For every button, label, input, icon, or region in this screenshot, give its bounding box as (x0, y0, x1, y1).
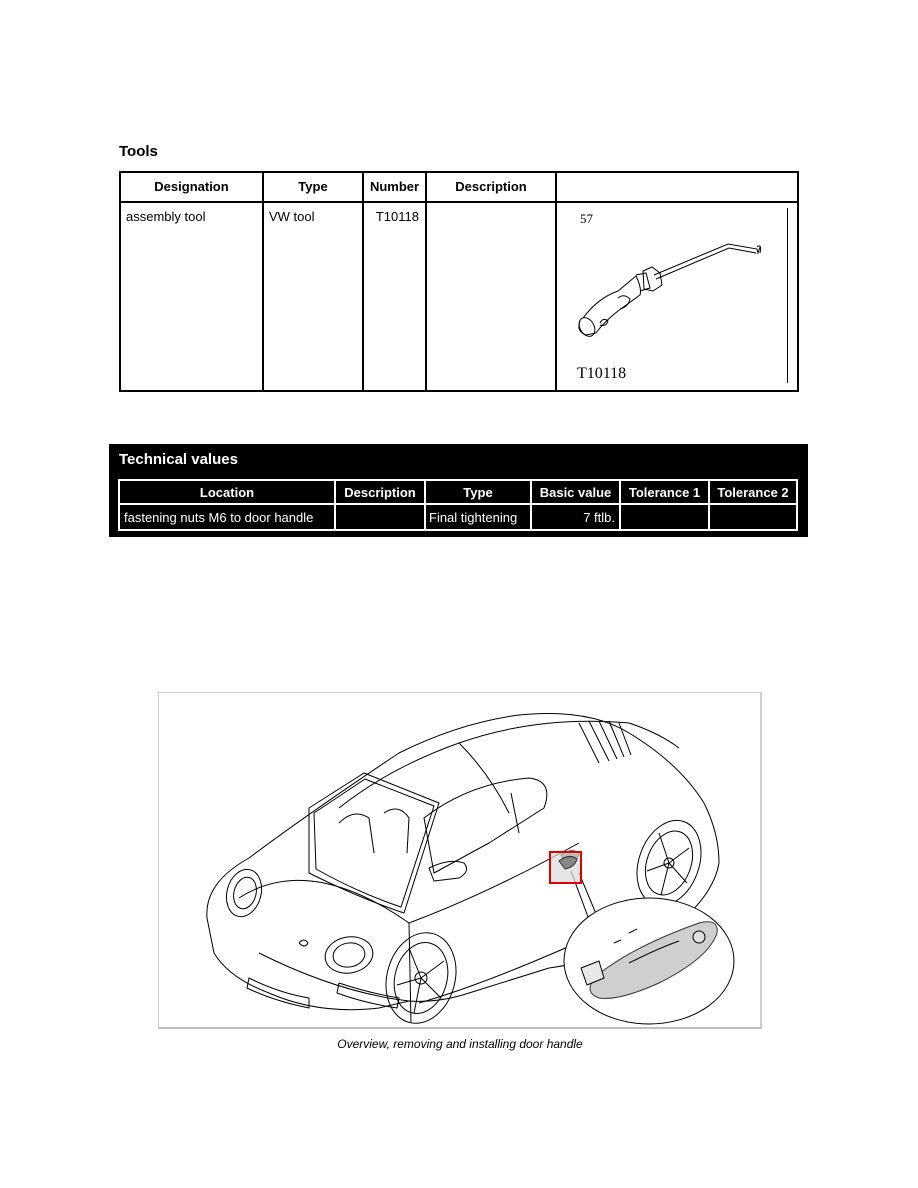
col-divider (425, 173, 427, 390)
car-door-handle-illustration (159, 693, 761, 1028)
col-tolerance-2: Tolerance 2 (717, 485, 789, 500)
assembly-tool-drawing (558, 203, 798, 390)
tool-number: T10118 (375, 209, 419, 224)
technical-values-table (118, 479, 798, 531)
tool-id-label: T10118 (577, 365, 627, 382)
figure-frame (158, 692, 762, 1029)
tools-heading: Tools (119, 143, 158, 160)
tool-index-label: 57 (580, 211, 593, 226)
col-type: Type (298, 179, 328, 194)
tools-table-row (121, 203, 797, 390)
col-location: Location (199, 485, 255, 500)
col-tolerance-1: Tolerance 1 (628, 485, 701, 500)
illustration-rule (787, 208, 788, 383)
col-number: Number (369, 179, 420, 194)
col-divider (362, 173, 364, 390)
tools-table (119, 171, 799, 392)
col-designation: Designation (154, 179, 229, 194)
tv-basic-value: 7 ftlb. (583, 510, 615, 525)
tools-header-row (121, 173, 797, 203)
tv-type: Final tightening (429, 510, 518, 525)
tool-designation: assembly tool (126, 209, 206, 224)
col-description: Description (455, 179, 527, 194)
tool-type: VW tool (269, 209, 315, 224)
col-basic-value: Basic value (539, 485, 612, 500)
col-divider (555, 173, 557, 390)
technical-values-heading: Technical values (119, 451, 238, 468)
figure-caption: Overview, removing and installing door handle (337, 1037, 583, 1051)
tv-location: fastening nuts M6 to door handle (124, 510, 314, 525)
col-type: Type (463, 485, 493, 500)
tool-illustration (558, 203, 798, 390)
col-divider (262, 173, 264, 390)
col-description: Description (344, 485, 416, 500)
row-divider (120, 503, 796, 505)
